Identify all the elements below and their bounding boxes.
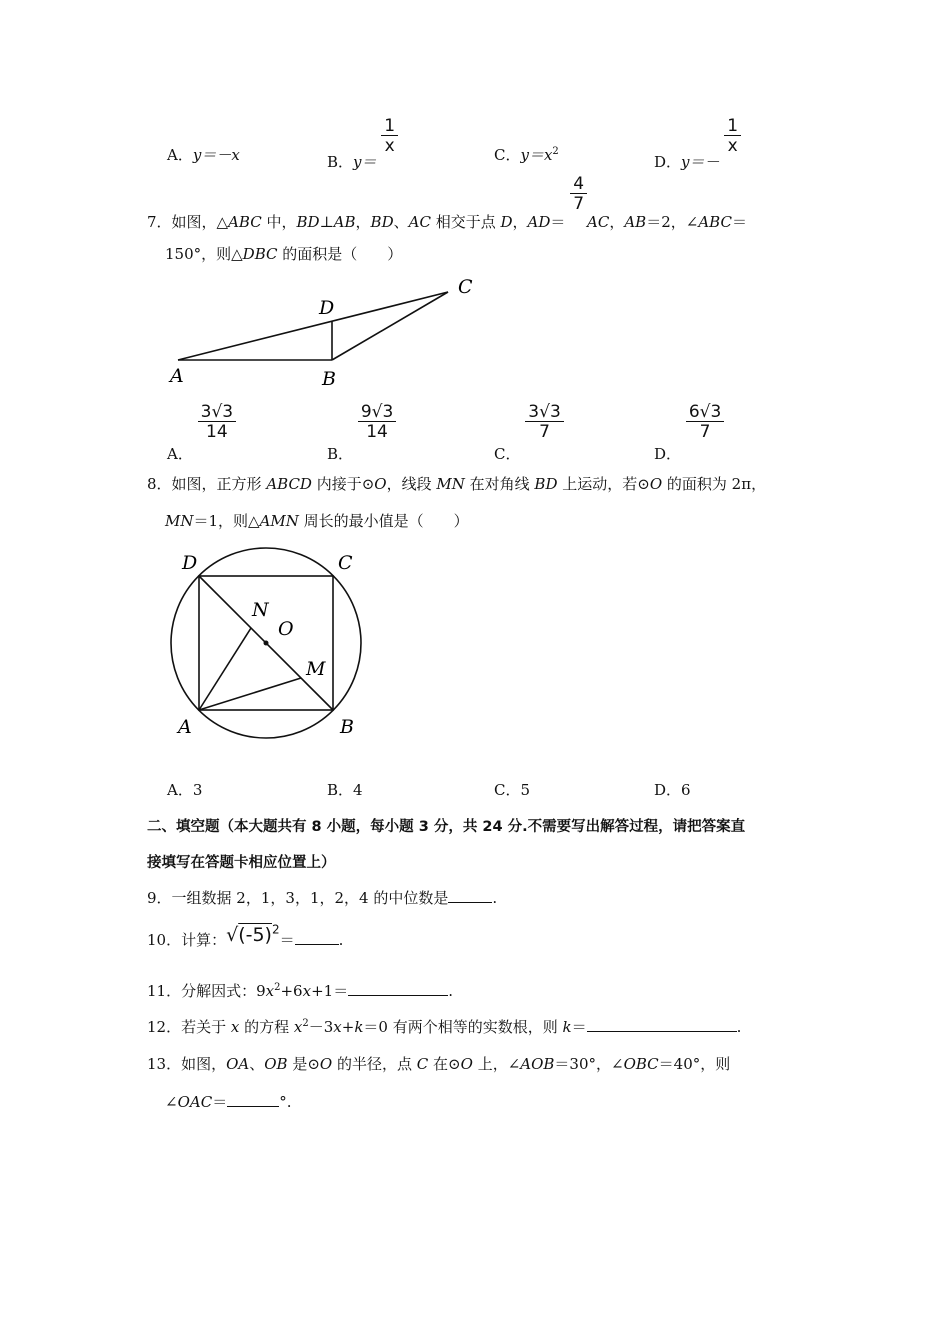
q7-line1 bbox=[147, 174, 747, 231]
label-c: C bbox=[338, 552, 353, 574]
text: BD bbox=[296, 212, 320, 231]
text: AOB bbox=[520, 1055, 555, 1073]
option-label: A． bbox=[167, 781, 193, 799]
fraction-numerator: 3√3 bbox=[525, 404, 564, 422]
q13-line2 bbox=[165, 1091, 291, 1112]
segment-ac bbox=[178, 292, 448, 360]
text: ⊥ bbox=[319, 212, 334, 231]
option-label: C． bbox=[494, 146, 521, 164]
q7-line2 bbox=[165, 243, 402, 264]
q7-option-a bbox=[167, 402, 236, 463]
answer-blank[interactable] bbox=[448, 888, 492, 903]
text: ABCD bbox=[266, 475, 312, 493]
q12 bbox=[147, 1016, 741, 1037]
fraction-numerator: 3√3 bbox=[198, 404, 237, 422]
text: C bbox=[416, 1055, 429, 1073]
segment-am bbox=[199, 678, 301, 710]
text: x bbox=[293, 1018, 303, 1036]
text: D bbox=[500, 212, 513, 231]
segment-bc bbox=[332, 292, 448, 360]
answer-blank[interactable] bbox=[295, 930, 339, 945]
text: +6 bbox=[280, 982, 303, 1000]
text: ＝ bbox=[571, 1018, 587, 1036]
text: 、 bbox=[393, 212, 409, 231]
text: 是⊙ bbox=[287, 1055, 320, 1073]
q7-option-c bbox=[494, 402, 564, 463]
text: ， bbox=[355, 212, 371, 231]
fraction-denominator: 7 bbox=[573, 194, 585, 214]
radical-expression: $√(-5)^2$ bbox=[226, 923, 280, 947]
option-label: C． bbox=[494, 444, 521, 463]
text: 9．一组数据 2，1，3，1，2，4 的中位数是 bbox=[147, 889, 449, 907]
text: OA bbox=[226, 1055, 250, 1073]
q7-text bbox=[587, 213, 747, 231]
text: 7．如图，△ bbox=[147, 212, 229, 231]
text: O bbox=[649, 475, 663, 493]
q8-line1 bbox=[147, 473, 766, 494]
text: OAC bbox=[177, 1093, 213, 1111]
text: x bbox=[230, 1018, 240, 1036]
fraction-denominator: x bbox=[727, 136, 738, 156]
text: 相交于点 bbox=[430, 212, 501, 231]
q8-option-d bbox=[654, 779, 691, 800]
label-c: C bbox=[458, 276, 473, 298]
center-point-o bbox=[264, 641, 269, 646]
text: AC bbox=[408, 212, 431, 231]
superscript: 2 bbox=[274, 982, 281, 993]
option-expr: y＝－x bbox=[192, 146, 240, 164]
text: ＝ bbox=[731, 212, 747, 231]
text: x bbox=[265, 982, 275, 1000]
text: 中， bbox=[261, 212, 297, 231]
option-label: C． bbox=[494, 781, 521, 799]
fraction-denominator: 14 bbox=[366, 422, 388, 442]
text: ， bbox=[609, 212, 625, 231]
radicand: 3 bbox=[222, 402, 234, 422]
text: BD bbox=[370, 212, 394, 231]
coefficient: 3 bbox=[528, 402, 540, 422]
option-value: 6 bbox=[681, 781, 691, 799]
fraction-denominator: x bbox=[384, 136, 395, 156]
text: . bbox=[448, 982, 453, 1000]
radicand: 3 bbox=[549, 402, 561, 422]
text: 周长的最小值是（ ） bbox=[298, 512, 469, 530]
label-o: O bbox=[278, 618, 294, 640]
label-n: N bbox=[252, 599, 269, 621]
q9 bbox=[147, 887, 497, 908]
text: MN bbox=[436, 475, 465, 493]
text: x bbox=[302, 982, 312, 1000]
text: 10．计算： bbox=[147, 931, 227, 950]
option-label: A． bbox=[167, 146, 193, 164]
q7-option-b bbox=[327, 402, 396, 463]
fraction-numerator: 4 bbox=[570, 176, 587, 194]
label-a: A bbox=[170, 365, 184, 387]
q8-circle-square-figure bbox=[160, 542, 380, 747]
coefficient: 9 bbox=[360, 402, 372, 422]
option-label: A． bbox=[167, 444, 193, 463]
superscript: 2 bbox=[302, 1018, 309, 1029]
label-d: D bbox=[319, 297, 335, 319]
option-expr: y＝ bbox=[353, 152, 377, 171]
fraction bbox=[381, 118, 398, 155]
q10 bbox=[147, 923, 344, 950]
option-label: D． bbox=[654, 152, 682, 171]
text: 11．分解因式：9 bbox=[147, 982, 266, 1000]
q6-option-d bbox=[654, 116, 741, 171]
text: AC bbox=[587, 212, 610, 231]
text: 150°，则△ bbox=[165, 245, 243, 263]
text: ＝ bbox=[550, 212, 566, 231]
text: °. bbox=[279, 1093, 292, 1111]
text: ＝0 有两个相等的实数根，则 bbox=[363, 1018, 563, 1036]
text: AB bbox=[333, 212, 356, 231]
option-label: B． bbox=[327, 444, 354, 463]
section-heading-line2: 接填写在答题卡相应位置上） bbox=[147, 855, 336, 871]
text: . bbox=[338, 931, 344, 950]
option-value: 3 bbox=[192, 781, 203, 799]
coefficient: 3 bbox=[200, 402, 212, 422]
text: 在⊙ bbox=[428, 1055, 461, 1073]
fraction bbox=[358, 404, 397, 441]
q11 bbox=[147, 980, 453, 1001]
fraction bbox=[198, 404, 237, 441]
q7-option-d bbox=[654, 402, 724, 463]
fraction-numerator: 9√3 bbox=[358, 404, 397, 422]
text: ＝ bbox=[212, 1093, 228, 1111]
q6-option-b bbox=[327, 116, 398, 171]
q7-triangle-figure bbox=[160, 272, 500, 390]
text: AB bbox=[624, 212, 647, 231]
fraction-denominator: 7 bbox=[699, 422, 711, 442]
text: +1＝ bbox=[311, 982, 349, 1000]
label-a: A bbox=[178, 716, 192, 738]
text: O bbox=[374, 475, 387, 493]
option-label: D． bbox=[654, 444, 682, 463]
q6-option-a bbox=[167, 144, 240, 165]
text: ＝1，则△ bbox=[193, 512, 260, 530]
text: 12．若关于 bbox=[147, 1018, 231, 1036]
radicand: (-5) bbox=[238, 924, 272, 947]
text: ＝2，∠ bbox=[646, 212, 699, 231]
text: 的方程 bbox=[239, 1018, 294, 1036]
text: k bbox=[562, 1018, 572, 1036]
text: . bbox=[736, 1018, 742, 1036]
label-d: D bbox=[182, 552, 198, 574]
text: 的面积为 2π， bbox=[662, 475, 767, 493]
label-b: B bbox=[322, 368, 336, 390]
text: BD bbox=[534, 475, 558, 493]
text: DBC bbox=[242, 245, 278, 263]
text: k bbox=[354, 1018, 364, 1036]
option-label: D． bbox=[654, 781, 682, 799]
radicand: 3 bbox=[710, 402, 722, 422]
fraction-denominator: 7 bbox=[539, 422, 550, 442]
q8-option-b bbox=[327, 779, 363, 800]
text: AD bbox=[527, 212, 551, 231]
fraction bbox=[570, 176, 587, 213]
label-m: M bbox=[306, 658, 326, 680]
q8-line2 bbox=[165, 510, 469, 531]
coefficient: 6 bbox=[688, 402, 700, 422]
text: 上运动，若⊙ bbox=[557, 475, 650, 493]
text: 的面积是（ ） bbox=[277, 245, 403, 263]
answer-blank[interactable] bbox=[587, 1017, 737, 1032]
option-value: 5 bbox=[520, 781, 531, 799]
text: 内接于⊙ bbox=[311, 475, 375, 493]
superscript: 2 bbox=[271, 923, 280, 937]
text: ，线段 bbox=[386, 475, 437, 493]
text: －3 bbox=[308, 1018, 334, 1036]
text: OBC bbox=[623, 1055, 659, 1073]
answer-blank[interactable] bbox=[348, 981, 448, 996]
text: 13．如图， bbox=[147, 1055, 227, 1073]
answer-blank[interactable] bbox=[227, 1092, 279, 1107]
text: ABC bbox=[698, 212, 732, 231]
text: x bbox=[333, 1018, 342, 1036]
section-heading-line1: 二、填空题（本大题共有 8 小题，每小题 3 分，共 24 分.不需要写出解答过程，请把答案直 bbox=[147, 819, 746, 835]
fraction bbox=[525, 404, 564, 441]
q7-text bbox=[147, 213, 570, 231]
option-label: B． bbox=[327, 152, 354, 171]
text: ， bbox=[512, 212, 528, 231]
text: . bbox=[492, 889, 498, 907]
text: ＝30°，∠ bbox=[554, 1055, 624, 1073]
text: ＝40°，则 bbox=[658, 1055, 731, 1073]
option-value: 4 bbox=[353, 781, 363, 799]
option-expr: y＝－ bbox=[681, 152, 720, 171]
fraction bbox=[724, 118, 741, 155]
q13-line1 bbox=[147, 1053, 730, 1074]
text: OB bbox=[264, 1055, 288, 1073]
fraction-numerator: 6√3 bbox=[686, 404, 725, 422]
text: ＝ bbox=[279, 931, 295, 950]
fraction bbox=[686, 404, 725, 441]
label-b: B bbox=[340, 716, 354, 738]
text: ∠ bbox=[165, 1093, 178, 1111]
text: 在对角线 bbox=[464, 475, 535, 493]
text: 上，∠ bbox=[472, 1055, 521, 1073]
text: 、 bbox=[249, 1055, 265, 1073]
superscript: 2 bbox=[552, 146, 559, 157]
fraction-denominator: 14 bbox=[206, 422, 228, 442]
text: O bbox=[460, 1055, 473, 1073]
fraction-numerator: 1 bbox=[724, 118, 741, 136]
q6-option-c bbox=[494, 144, 559, 165]
text: MN bbox=[165, 512, 194, 530]
option-expr: y＝x bbox=[520, 146, 553, 164]
text: O bbox=[319, 1055, 333, 1073]
option-label: B． bbox=[327, 781, 354, 799]
text: + bbox=[341, 1018, 355, 1036]
text: ABC bbox=[228, 212, 262, 231]
text: 的半径，点 bbox=[332, 1055, 417, 1073]
q8-option-a bbox=[167, 779, 202, 800]
fraction-numerator: 1 bbox=[381, 118, 398, 136]
radicand: 3 bbox=[382, 402, 394, 422]
q8-option-c bbox=[494, 779, 530, 800]
segment-an bbox=[199, 628, 251, 710]
text: AMN bbox=[259, 512, 299, 530]
text: 8．如图，正方形 bbox=[147, 475, 267, 493]
